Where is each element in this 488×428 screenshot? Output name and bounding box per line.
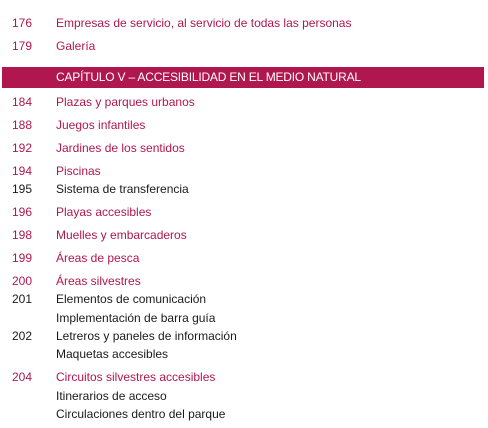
toc-entry[interactable]: [0, 203, 488, 221]
page-number: 195: [12, 182, 33, 196]
toc-subentry[interactable]: [0, 309, 488, 327]
entry-title: Jardines de los sentidos: [56, 141, 185, 155]
entry-title: Elementos de comunicación: [56, 292, 207, 306]
entry-title: Muelles y embarcaderos: [56, 228, 187, 242]
entry-title: Galería: [56, 39, 96, 53]
toc-subentry[interactable]: [0, 290, 488, 308]
entry-title: Itinerarios de acceso: [56, 389, 167, 403]
entry-title: Implementación de barra guía: [56, 311, 216, 325]
entry-title: Juegos infantiles: [56, 118, 146, 132]
page-number: 200: [12, 274, 33, 288]
entry-title: Letreros y paneles de información: [56, 329, 237, 343]
page-number: 198: [12, 228, 33, 242]
toc-subentry[interactable]: [0, 180, 488, 198]
toc-subentry[interactable]: [0, 405, 488, 423]
page-number: 184: [12, 95, 33, 109]
toc-entry[interactable]: [0, 93, 488, 111]
toc-entry[interactable]: [0, 272, 488, 290]
entry-title: Sistema de transferencia: [56, 182, 189, 196]
page-number: 192: [12, 141, 33, 155]
entry-title: Circuitos silvestres accesibles: [56, 370, 216, 384]
entry-title: Circulaciones dentro del parque: [56, 407, 226, 421]
page-number: 202: [12, 329, 33, 343]
entry-title: Áreas de pesca: [56, 251, 140, 265]
entry-title: Empresas de servicio, al servicio de todas las personas: [56, 16, 352, 30]
entry-title: Playas accesibles: [56, 205, 152, 219]
toc-entry[interactable]: [0, 14, 488, 32]
page-number: 201: [12, 292, 33, 306]
entry-title: Piscinas: [56, 164, 101, 178]
toc-entry[interactable]: [0, 37, 488, 55]
page-number: 194: [12, 164, 33, 178]
page-number: 176: [12, 16, 33, 30]
toc-entry[interactable]: [0, 249, 488, 267]
page-number: 188: [12, 118, 33, 132]
toc-entry[interactable]: [0, 226, 488, 244]
page-number: 204: [12, 370, 33, 384]
entry-title: Maquetas accesibles: [56, 347, 169, 361]
toc-subentry[interactable]: [0, 345, 488, 363]
chapter-title: CAPÍTULO V – ACCESIBILIDAD EN EL MEDIO NATURAL: [56, 70, 361, 84]
toc-entry[interactable]: [0, 116, 488, 134]
page-number: 199: [12, 251, 33, 265]
entry-title: Plazas y parques urbanos: [56, 95, 195, 109]
toc-subentry[interactable]: [0, 387, 488, 405]
toc-entry[interactable]: [0, 162, 488, 180]
entry-title: Áreas silvestres: [56, 274, 141, 288]
toc-entry[interactable]: [0, 139, 488, 157]
page-number: 196: [12, 205, 33, 219]
chapter-header: [2, 67, 484, 88]
toc-entry[interactable]: [0, 368, 488, 386]
toc-subentry[interactable]: [0, 327, 488, 345]
page-number: 179: [12, 39, 33, 53]
